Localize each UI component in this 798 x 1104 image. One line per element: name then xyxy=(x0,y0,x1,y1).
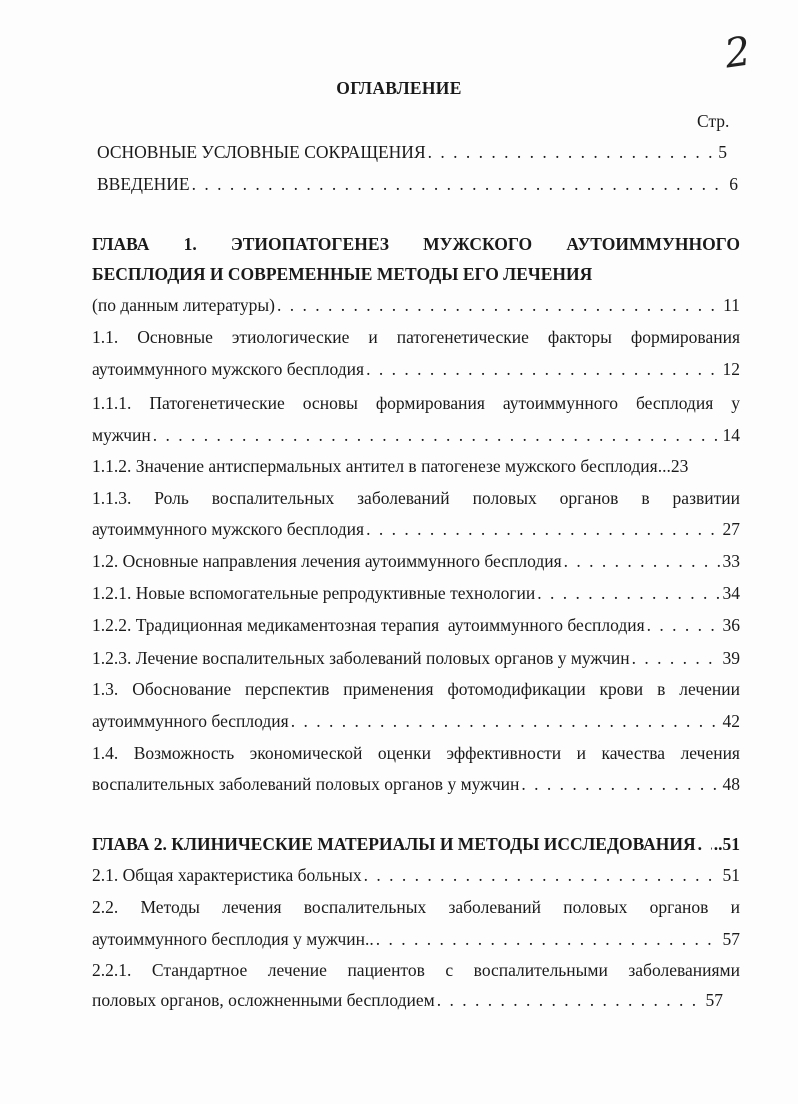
toc-entry-2-1[interactable] xyxy=(92,865,740,886)
toc-entry-page: 51 xyxy=(722,865,740,885)
toc-entry-abbreviations[interactable] xyxy=(97,142,727,163)
toc-entry-text: аутоиммунного бесплодия xyxy=(92,711,289,731)
toc-entry-1-4[interactable] xyxy=(92,774,740,795)
toc-entry-page: 57 xyxy=(722,929,740,949)
toc-entry-2-2-line1: 2.2. Методы лечения воспалительных заболеваний половых органов и xyxy=(92,897,740,917)
dot-leader xyxy=(277,295,721,316)
toc-entry-page: 33 xyxy=(722,551,740,571)
dot-leader xyxy=(376,929,721,950)
dot-leader xyxy=(537,583,720,604)
toc-entry-page: 27 xyxy=(722,519,740,539)
toc-entry-1-2[interactable] xyxy=(92,551,740,572)
toc-entry-text: 1.2.3. Лечение воспалительных заболеваний половых органов у мужчин xyxy=(92,648,630,668)
toc-entry-1-1-line1: 1.1. Основные этиологические и патогенетические факторы формирования xyxy=(92,327,740,347)
toc-entry-chapter-1[interactable] xyxy=(92,295,740,316)
toc-entry-2-2-1-line1: 2.2.1. Стандартное лечение пациентов с воспалительными заболеваниями xyxy=(92,960,740,980)
toc-entry-text: 2.1. Общая характеристика больных xyxy=(92,865,362,885)
toc-entry-text: 1.1.2. Значение антиспермальных антител в патогенезе мужского бесплодия xyxy=(92,456,658,476)
page-column-label: Стр. xyxy=(697,111,730,131)
toc-entry-page: 5 xyxy=(718,142,727,162)
toc-entry-page: 34 xyxy=(722,583,740,603)
toc-entry-page: 39 xyxy=(722,648,740,668)
toc-entry-text: воспалительных заболеваний половых органов у мужчин xyxy=(92,774,520,794)
toc-entry-1-4-line1: 1.4. Возможность экономической оценки эффективности и качества лечения xyxy=(92,743,740,763)
toc-entry-page: ..51 xyxy=(713,834,740,854)
toc-entry-page: 6 xyxy=(729,174,738,194)
dot-leader xyxy=(366,359,720,380)
toc-entry-text: ГЛАВА 2. КЛИНИЧЕСКИЕ МАТЕРИАЛЫ И МЕТОДЫ ИССЛЕДОВАНИЯ xyxy=(92,834,696,854)
toc-entry-page: ...23 xyxy=(657,456,689,476)
toc-entry-1-1-2[interactable] xyxy=(92,456,740,477)
toc-chapter-1-line2: БЕСПЛОДИЯ И СОВРЕМЕННЫЕ МЕТОДЫ ЕГО ЛЕЧЕНИЯ xyxy=(92,264,593,284)
handwritten-page-number: 2 xyxy=(721,28,754,78)
dot-leader xyxy=(521,774,720,795)
toc-entry-2-2[interactable] xyxy=(92,929,740,950)
toc-entry-text: мужчин xyxy=(92,425,151,445)
toc-entry-text: аутоиммунного мужского бесплодия xyxy=(92,359,365,379)
dot-leader xyxy=(698,834,712,855)
dot-leader xyxy=(632,648,721,669)
dot-leader xyxy=(437,990,704,1011)
toc-entry-text: ВВЕДЕНИЕ xyxy=(97,174,190,194)
toc-entry-text: 1.2.1. Новые вспомогательные репродуктивные технологии xyxy=(92,583,536,603)
dot-leader xyxy=(192,174,728,195)
toc-entry-1-1-3[interactable] xyxy=(92,519,740,540)
toc-entry-1-1-1-line1: 1.1.1. Патогенетические основы формирования аутоиммунного бесплодия у xyxy=(92,393,740,413)
toc-entry-page: 14 xyxy=(722,425,740,445)
dot-leader xyxy=(366,519,720,540)
toc-entry-page: 57 xyxy=(705,990,723,1010)
dot-leader xyxy=(428,142,717,163)
toc-entry-1-2-2[interactable] xyxy=(92,615,740,636)
toc-chapter-1-line1: ГЛАВА 1. ЭТИОПАТОГЕНЕЗ МУЖСКОГО АУТОИММУННОГО xyxy=(92,234,740,254)
toc-entry-text: ОСНОВНЫЕ УСЛОВНЫЕ СОКРАЩЕНИЯ xyxy=(97,142,426,162)
toc-entry-1-3[interactable] xyxy=(92,711,740,732)
toc-entry-introduction[interactable] xyxy=(97,174,738,195)
toc-entry-page: 36 xyxy=(722,615,740,635)
dot-leader xyxy=(647,615,721,636)
toc-entry-page: 11 xyxy=(723,295,740,315)
toc-entry-page: 42 xyxy=(722,711,740,731)
toc-entry-1-1-3-line1: 1.1.3. Роль воспалительных заболеваний половых органов в развитии xyxy=(92,488,740,508)
toc-entry-text: 1.2. Основные направления лечения аутоиммунного бесплодия xyxy=(92,551,562,571)
toc-entry-1-1[interactable] xyxy=(92,359,740,380)
toc-entry-1-1-1[interactable] xyxy=(92,425,740,446)
dot-leader xyxy=(291,711,721,732)
toc-entry-chapter-2[interactable] xyxy=(92,834,740,855)
toc-entry-text: аутоиммунного бесплодия у мужчин.. xyxy=(92,929,374,949)
dot-leader xyxy=(153,425,721,446)
dot-leader xyxy=(564,551,721,572)
toc-entry-text: 1.2.2. Традиционная медикаментозная терапия аутоиммунного бесплодия xyxy=(92,615,645,635)
toc-entry-2-2-1[interactable] xyxy=(92,990,723,1011)
toc-entry-1-2-3[interactable] xyxy=(92,648,740,669)
toc-entry-page: 48 xyxy=(722,774,740,794)
toc-entry-text: половых органов, осложненными бесплодием xyxy=(92,990,435,1010)
dot-leader xyxy=(364,865,721,886)
toc-entry-text: аутоиммунного мужского бесплодия xyxy=(92,519,365,539)
toc-entry-1-3-line1: 1.3. Обоснование перспектив применения фотомодификации крови в лечении xyxy=(92,679,740,699)
toc-entry-text: (по данным литературы) xyxy=(92,295,276,315)
toc-entry-1-2-1[interactable] xyxy=(92,583,740,604)
page-title: ОГЛАВЛЕНИЕ xyxy=(336,78,462,98)
toc-entry-page: 12 xyxy=(722,359,740,379)
